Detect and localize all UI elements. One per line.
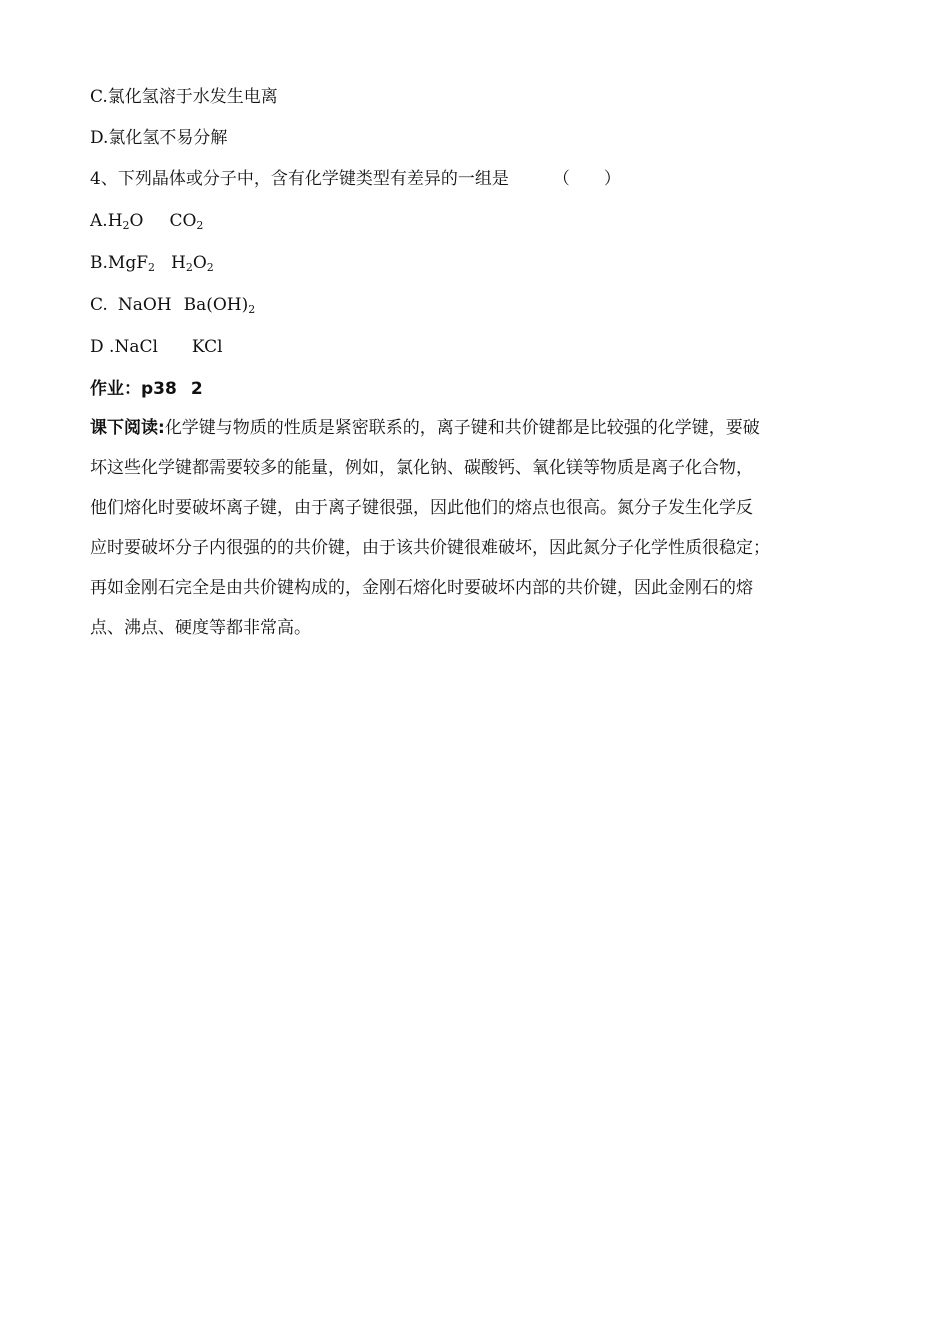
- formula-kcl: KCl: [191, 337, 223, 357]
- reading-section: [90, 408, 870, 648]
- formula-mgf2: MgF$_2$: [107, 253, 155, 274]
- option-letter: B.: [90, 253, 108, 273]
- reading-line: 点、沸点、硬度等都非常高。: [90, 618, 311, 638]
- formula-nacl: NaCl: [114, 337, 158, 357]
- homework-number: 2: [190, 379, 203, 399]
- homework: [90, 377, 203, 401]
- reading-line: 他们熔化时要破坏离子键，由于离子键很强，因此他们的熔点也很高。氮分子发生化学反: [90, 498, 753, 518]
- option-3d: D.氯化氢不易分解: [90, 128, 228, 148]
- formula-co2: $CO_2$: [169, 211, 204, 232]
- option-4a: [90, 209, 203, 233]
- option-letter: D .: [90, 337, 115, 357]
- reading-line: 坏这些化学键都需要较多的能量，例如，氯化钠、碳酸钙、氧化镁等物质是离子化合物，: [90, 458, 753, 478]
- option-3c: C.氯化氢溶于水发生电离: [90, 87, 278, 107]
- formula-h2o: $H_2O$: [107, 211, 144, 232]
- reading-line: 再如金刚石完全是由共价键构成的，金刚石熔化时要破坏内部的共价键，因此金刚石的熔: [90, 578, 753, 598]
- reading-line: 课下阅读:化学键与物质的性质是紧密联系的，离子键和共价键都是比较强的化学键，要破: [90, 418, 760, 438]
- question-4: [90, 167, 621, 191]
- option-4d: [90, 335, 223, 359]
- answer-blank: （ ）: [552, 169, 621, 189]
- reading-line: 应时要破坏分子内很强的的共价键，由于该共价键很难破坏，因此氮分子化学性质很稳定；: [90, 538, 770, 558]
- option-letter: A.: [90, 211, 108, 231]
- option-letter: C.: [90, 295, 108, 315]
- option-4b: [90, 251, 214, 275]
- formula-naoh: NaOH: [117, 295, 172, 315]
- formula-h2o2: $H_2O_2$: [171, 253, 214, 274]
- reading-label: 课下阅读:: [90, 418, 165, 438]
- option-4c: [90, 293, 255, 317]
- question-4-stem: 4、下列晶体或分子中，含有化学键类型有差异的一组是: [90, 169, 509, 189]
- formula-baoh2: $Ba(OH)_2$: [183, 295, 256, 316]
- homework-label: 作业：p38: [90, 379, 177, 399]
